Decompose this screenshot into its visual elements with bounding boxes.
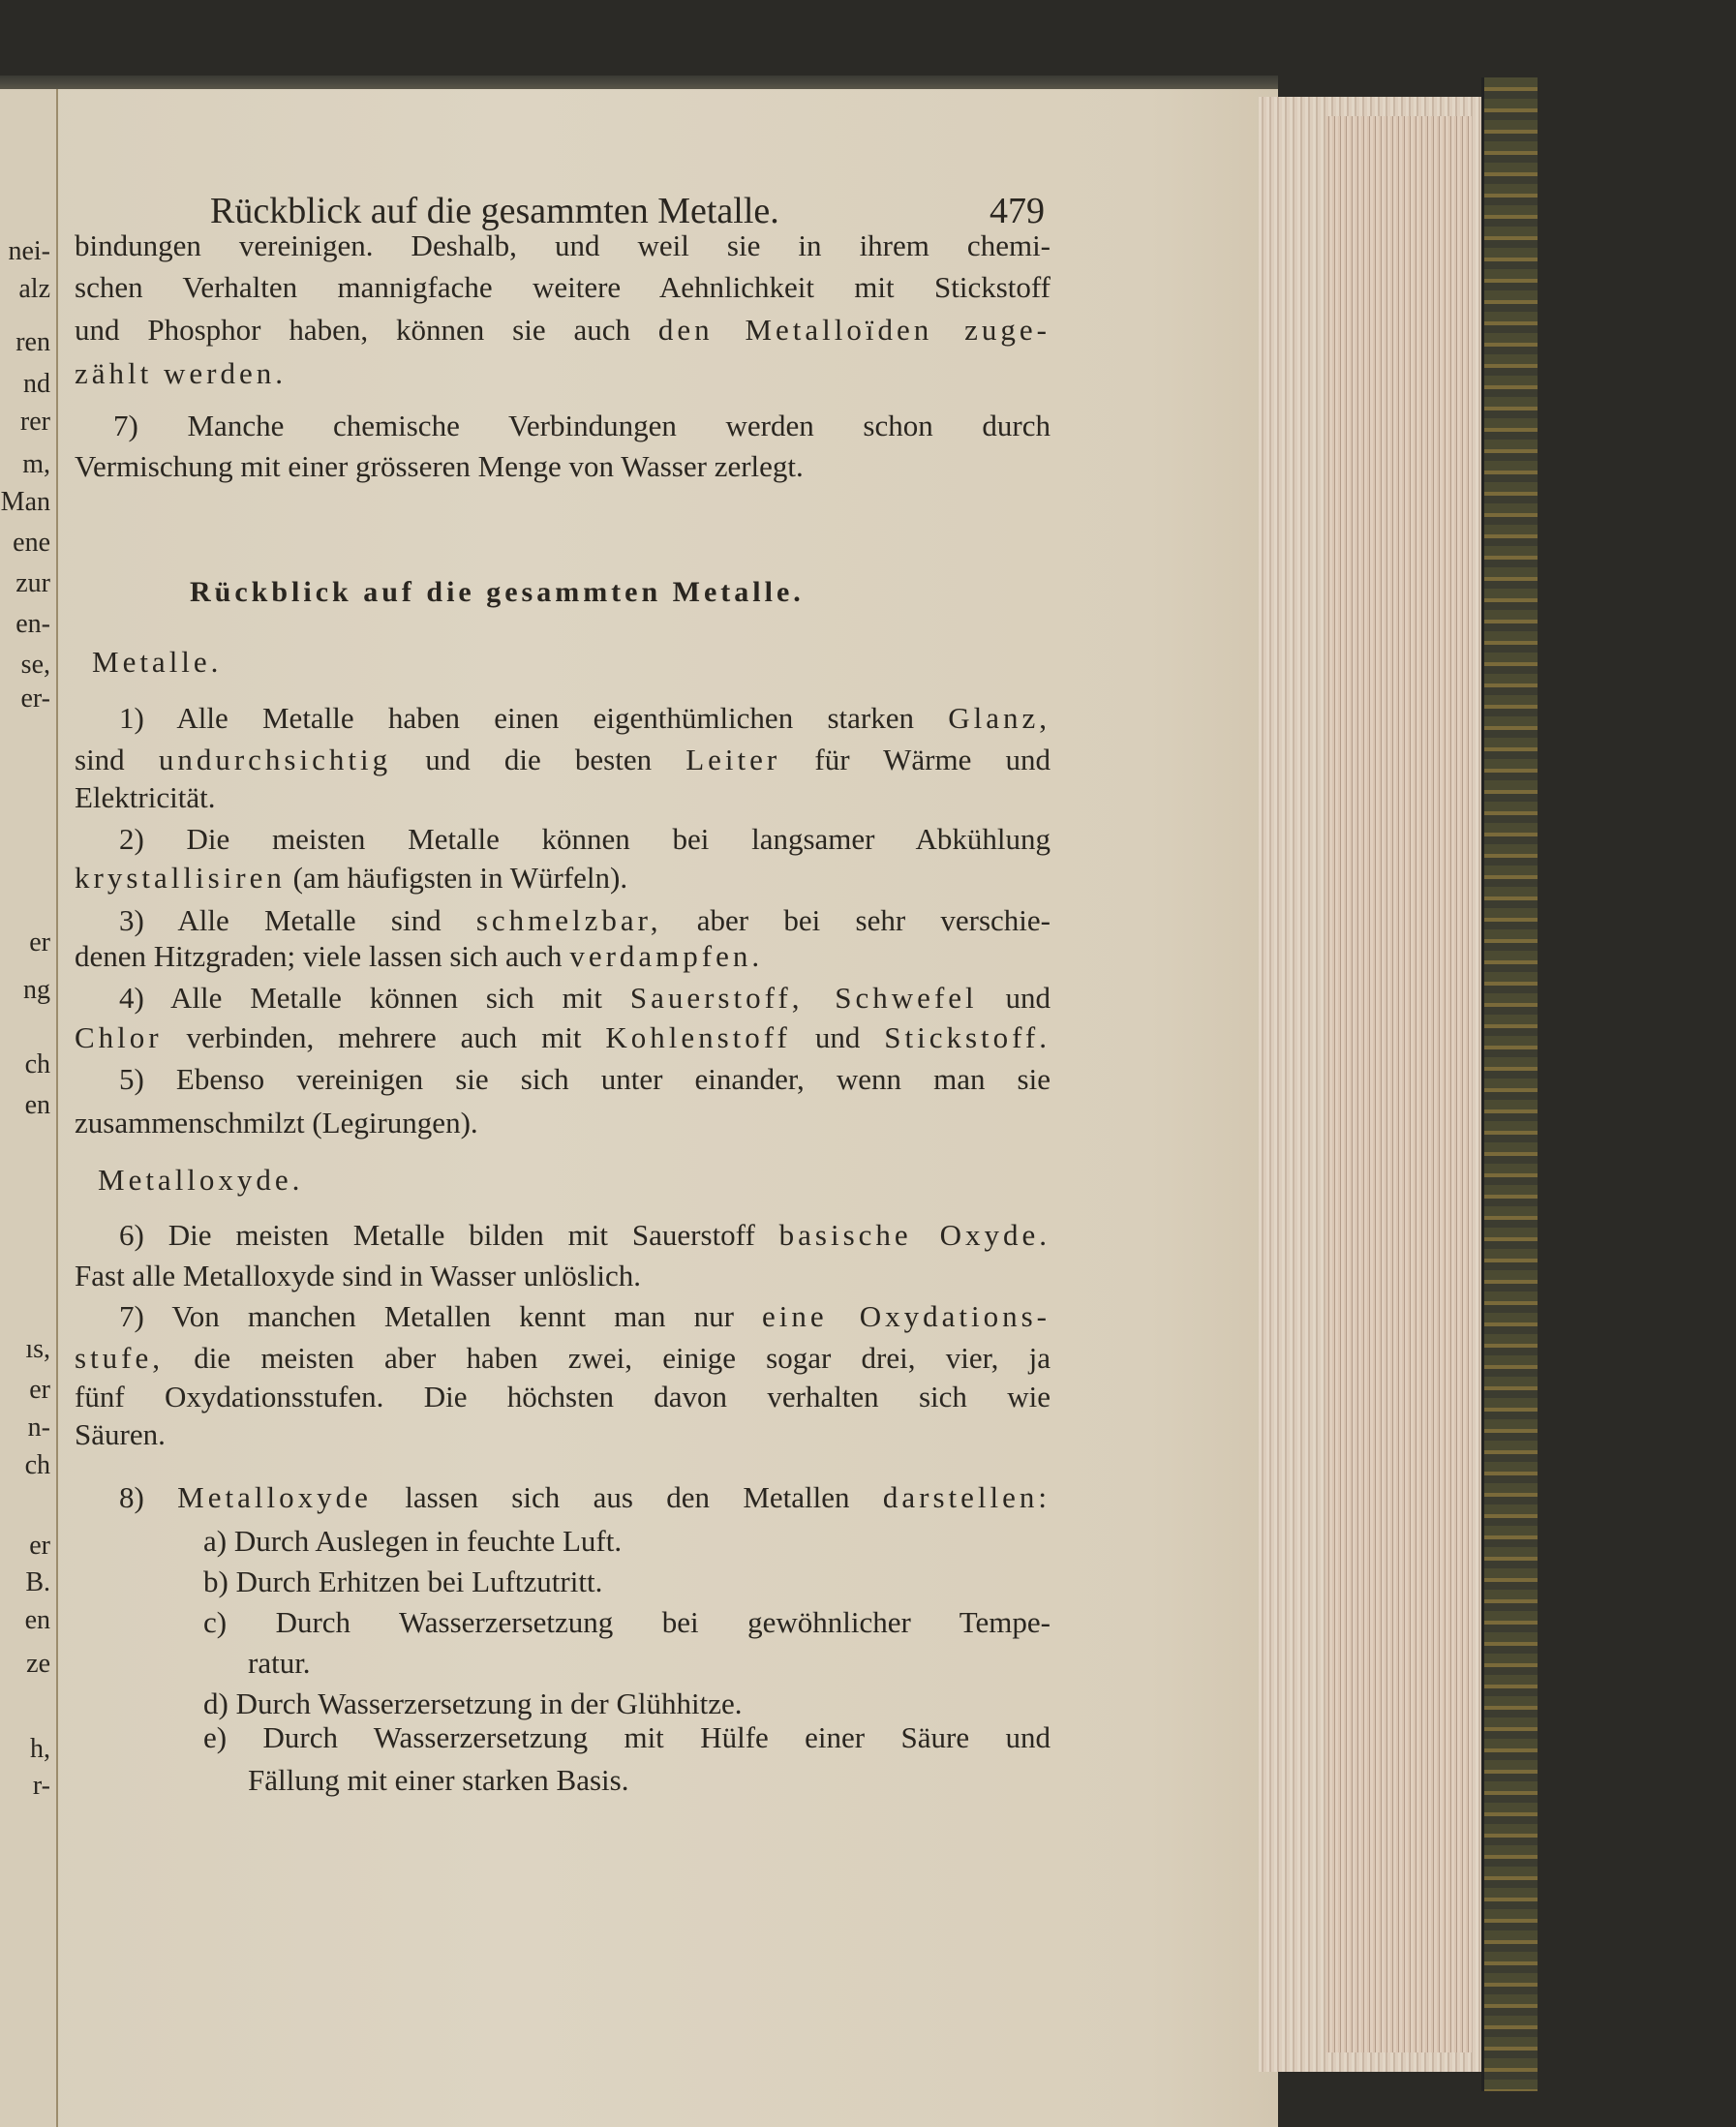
- text-segment: 6) Die meisten Metalle bilden mit Sauerstoff: [119, 1218, 779, 1252]
- text-segment: und die besten: [391, 743, 686, 776]
- text-line: [203, 1686, 742, 1721]
- text-segment: fünf Oxydationsstufen. Die höchsten davon verhalten sich wie: [75, 1380, 1051, 1413]
- left-page-line-fragment: ze: [26, 1649, 50, 1679]
- text-segment: verbinden, mehrere auch mit: [162, 1020, 606, 1054]
- left-page-line-fragment: m,: [22, 449, 50, 479]
- book-cover-spine: [1481, 77, 1538, 2091]
- text-line: [113, 409, 1051, 443]
- text-segment: 5) Ebenso vereinigen sie sich unter einander, wenn man sie: [119, 1062, 1051, 1096]
- text-segment: und: [790, 1020, 885, 1054]
- emphasized-text: darstellen:: [882, 1480, 1051, 1514]
- left-page-line-fragment: ch: [24, 1450, 50, 1480]
- emphasized-text: Metalloxyde.: [98, 1163, 304, 1197]
- text-line: [203, 1720, 1051, 1755]
- text-line: [75, 449, 804, 484]
- left-page-line-fragment: rer: [19, 407, 50, 437]
- text-segment: Fast alle Metalloxyde sind in Wasser unlöslich.: [75, 1259, 641, 1292]
- text-segment: aber bei sehr verschie-: [661, 903, 1051, 937]
- text-line: [75, 1341, 1051, 1376]
- text-line: [75, 861, 627, 896]
- left-page-line-fragment: nd: [23, 369, 50, 399]
- text-segment: denen Hitzgraden; viele lassen sich auch: [75, 939, 570, 973]
- text-segment: schen Verhalten mannigfache weitere Aehnlichkeit mit Stickstoff: [75, 270, 1051, 304]
- text-segment: und Phosphor haben, können sie auch: [75, 313, 658, 347]
- emphasized-text: Metalloxyde: [177, 1480, 372, 1514]
- emphasized-text: schmelzbar,: [475, 903, 662, 937]
- text-segment: ratur.: [248, 1646, 311, 1680]
- text-segment: die meisten aber haben zwei, einige sogar drei, vier, ja: [164, 1341, 1051, 1375]
- emphasized-text: eine Oxydations-: [762, 1299, 1051, 1333]
- left-page-line-fragment: r-: [32, 1771, 50, 1801]
- text-segment: (am häufigsten in Würfeln).: [285, 861, 628, 895]
- text-segment: zusammenschmilzt (Legirungen).: [75, 1106, 478, 1139]
- left-page-line-fragment: ch: [24, 1049, 50, 1079]
- left-page-line-fragment: er: [29, 1375, 50, 1405]
- text-line: [119, 1218, 1051, 1253]
- text-segment: c) Durch Wasserzersetzung bei gewöhnlicher Tempe-: [203, 1605, 1051, 1639]
- running-header: [210, 190, 1045, 232]
- left-page-line-fragment: er-: [20, 684, 50, 714]
- text-segment: sind: [75, 743, 159, 776]
- emphasized-text: Chlor: [75, 1020, 163, 1054]
- emphasized-text: Stickstoff.: [884, 1020, 1051, 1054]
- left-page-line-fragment: se,: [20, 650, 50, 680]
- text-segment: Säuren.: [75, 1417, 166, 1451]
- left-page-line-fragment: en: [24, 1605, 50, 1635]
- text-line: [75, 356, 287, 391]
- left-page-line-fragment: nei-: [8, 236, 50, 266]
- left-page-line-fragment: n-: [27, 1413, 50, 1443]
- emphasized-text: verdampfen.: [569, 939, 764, 973]
- text-segment: Vermischung mit einer grösseren Menge von Wasser zerlegt.: [75, 449, 804, 483]
- text-line: [75, 1020, 1051, 1055]
- text-line: [75, 1106, 478, 1140]
- left-page-line-fragment: ren: [15, 327, 50, 357]
- text-line: [75, 1259, 641, 1293]
- text-line: [119, 701, 1051, 736]
- running-title: Rückblick auf die gesammten Metalle.: [210, 191, 779, 231]
- left-page-line-fragment: ıs,: [25, 1334, 50, 1364]
- page-number: 479: [990, 191, 1045, 231]
- left-page-line-fragment: en: [24, 1090, 50, 1120]
- text-segment: 3) Alle Metalle sind: [119, 903, 476, 937]
- left-page-line-fragment: alz: [18, 274, 50, 304]
- left-page-line-fragment: er: [29, 927, 50, 957]
- left-page-line-fragment: h,: [30, 1734, 50, 1764]
- emphasized-text: den Metalloïden zuge-: [657, 313, 1051, 347]
- text-segment: 1) Alle Metalle haben einen eigenthümlichen starken: [119, 701, 949, 735]
- text-segment: a) Durch Auslegen in feuchte Luft.: [203, 1524, 623, 1558]
- text-segment: für Wärme und: [780, 743, 1051, 776]
- text-line: [75, 1380, 1051, 1414]
- left-page-line-fragment: zur: [15, 568, 50, 598]
- emphasized-text: Sauerstoff, Schwefel: [629, 981, 978, 1015]
- text-segment: Fällung mit einer starken Basis.: [248, 1763, 629, 1797]
- text-segment: 7) Von manchen Metallen kennt man nur: [119, 1299, 763, 1333]
- text-line: [119, 1299, 1051, 1334]
- text-segment: 4) Alle Metalle können sich mit: [119, 981, 630, 1015]
- left-page-line-fragment: en-: [15, 609, 50, 639]
- text-line: [75, 228, 1051, 263]
- emphasized-text: Leiter: [685, 743, 781, 776]
- text-line: [119, 903, 1051, 938]
- emphasized-text: stufe,: [75, 1341, 165, 1375]
- emphasized-text: basische Oxyde.: [778, 1218, 1051, 1252]
- text-segment: lassen sich aus den Metallen: [371, 1480, 883, 1514]
- left-page-line-fragment: Man: [0, 487, 50, 517]
- emphasized-text: krystallisiren: [75, 861, 286, 895]
- emphasized-text: Glanz,: [948, 701, 1051, 735]
- text-line: [75, 780, 215, 815]
- text-segment: e) Durch Wasserzersetzung mit Hülfe einer Säure und: [203, 1720, 1051, 1754]
- text-line: [75, 313, 1051, 348]
- text-segment: 8): [119, 1480, 178, 1514]
- left-page-line-fragment: er: [29, 1531, 50, 1561]
- text-line: [203, 1565, 602, 1599]
- text-segment: 2) Die meisten Metalle können bei langsamer Abkühlung: [119, 822, 1051, 856]
- text-line: [92, 645, 222, 680]
- emphasized-text: undurchsichtig: [158, 743, 392, 776]
- text-line: [98, 1163, 303, 1198]
- page-edges-inner: [1326, 116, 1472, 2052]
- text-line: [248, 1646, 311, 1681]
- text-line: [248, 1763, 628, 1798]
- text-segment: 7) Manche chemische Verbindungen werden schon durch: [113, 409, 1051, 442]
- section-heading: Rückblick auf die gesammten Metalle.: [190, 576, 805, 608]
- text-line: [119, 981, 1051, 1016]
- text-line: [75, 270, 1051, 305]
- text-segment: und: [977, 981, 1051, 1015]
- text-line: [203, 1524, 622, 1559]
- left-page-line-fragment: B.: [25, 1567, 50, 1597]
- text-line: [119, 822, 1051, 857]
- text-line: [75, 1417, 166, 1452]
- emphasized-text: zählt werden.: [75, 356, 287, 390]
- text-line: [75, 743, 1051, 777]
- text-line: [119, 1062, 1051, 1097]
- left-page-line-fragment: ng: [23, 975, 50, 1005]
- left-page-line-fragment: ene: [13, 528, 50, 558]
- text-line: [203, 1605, 1051, 1640]
- emphasized-text: Metalle.: [92, 645, 223, 679]
- text-segment: d) Durch Wasserzersetzung in der Glühhitze.: [203, 1686, 743, 1720]
- text-segment: b) Durch Erhitzen bei Luftzutritt.: [203, 1565, 603, 1598]
- text-segment: Elektricität.: [75, 780, 216, 814]
- text-line: [75, 939, 763, 974]
- emphasized-text: Kohlenstoff: [605, 1020, 791, 1054]
- text-segment: bindungen vereinigen. Deshalb, und weil sie in ihrem chemi-: [75, 228, 1051, 262]
- text-line: [119, 1480, 1051, 1515]
